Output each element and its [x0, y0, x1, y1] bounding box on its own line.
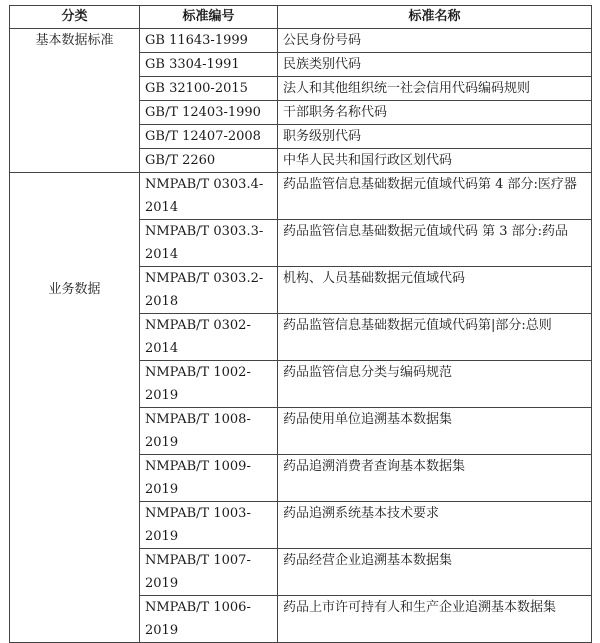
standard-code: GB/T 12407-2008 — [140, 125, 278, 149]
standard-code: NMPAB/T 1008-2019 — [140, 408, 278, 455]
header-category: 分类 — [10, 6, 140, 29]
standard-name: 药品监管信息基础数据元值域代码第 4 部分:医疗器 — [278, 173, 592, 220]
standard-name: 药品使用单位追溯基本数据集 — [278, 408, 592, 455]
standard-code: GB/T 2260 — [140, 149, 278, 173]
standard-code: NMPAB/T 0303.4-2014 — [140, 173, 278, 220]
standard-code: GB 11643-1999 — [140, 29, 278, 53]
table-row — [10, 173, 592, 220]
standard-code: NMPAB/T 0303.3-2014 — [140, 220, 278, 267]
standard-name: 干部职务名称代码 — [278, 101, 592, 125]
standard-name: 职务级别代码 — [278, 125, 592, 149]
standard-code: GB 3304-1991 — [140, 53, 278, 77]
standard-name: 药品上市许可持有人和生产企业追溯基本数据集 — [278, 596, 592, 643]
category-cell: 基本数据标准 — [10, 29, 140, 173]
category-cell — [10, 173, 140, 643]
standard-code: NMPAB/T 1002-2019 — [140, 361, 278, 408]
standard-code: NMPAB/T 0302-2014 — [140, 314, 278, 361]
table-row — [10, 29, 592, 53]
header-name: 标准名称 — [278, 6, 592, 29]
standard-name: 机构、人员基础数据元值域代码 — [278, 267, 592, 314]
standard-code: NMPAB/T 1006-2019 — [140, 596, 278, 643]
header-row — [10, 6, 592, 29]
header-code: 标准编号 — [140, 6, 278, 29]
standard-code: NMPAB/T 1003-2019 — [140, 502, 278, 549]
standard-code: NMPAB/T 1009-2019 — [140, 455, 278, 502]
standard-name: 民族类别代码 — [278, 53, 592, 77]
standard-name: 公民身份号码 — [278, 29, 592, 53]
category-label: 业务数据 — [48, 281, 101, 297]
standard-name: 药品追溯系统基本技术要求 — [278, 502, 592, 549]
standard-name: 药品监管信息基础数据元值域代码第|部分:总则 — [278, 314, 592, 361]
standard-name: 药品追溯消费者查询基本数据集 — [278, 455, 592, 502]
standards-table — [9, 5, 592, 643]
standard-code: NMPAB/T 1007-2019 — [140, 549, 278, 596]
standard-name: 药品经营企业追溯基本数据集 — [278, 549, 592, 596]
standard-code: NMPAB/T 0303.2-2018 — [140, 267, 278, 314]
standard-code: GB/T 12403-1990 — [140, 101, 278, 125]
standard-name: 药品监管信息分类与编码规范 — [278, 361, 592, 408]
standard-code: GB 32100-2015 — [140, 77, 278, 101]
standard-name: 法人和其他组织统一社会信用代码编码规则 — [278, 77, 592, 101]
standard-name: 药品监管信息基础数据元值域代码 第 3 部分:药品 — [278, 220, 592, 267]
standard-name: 中华人民共和国行政区划代码 — [278, 149, 592, 173]
